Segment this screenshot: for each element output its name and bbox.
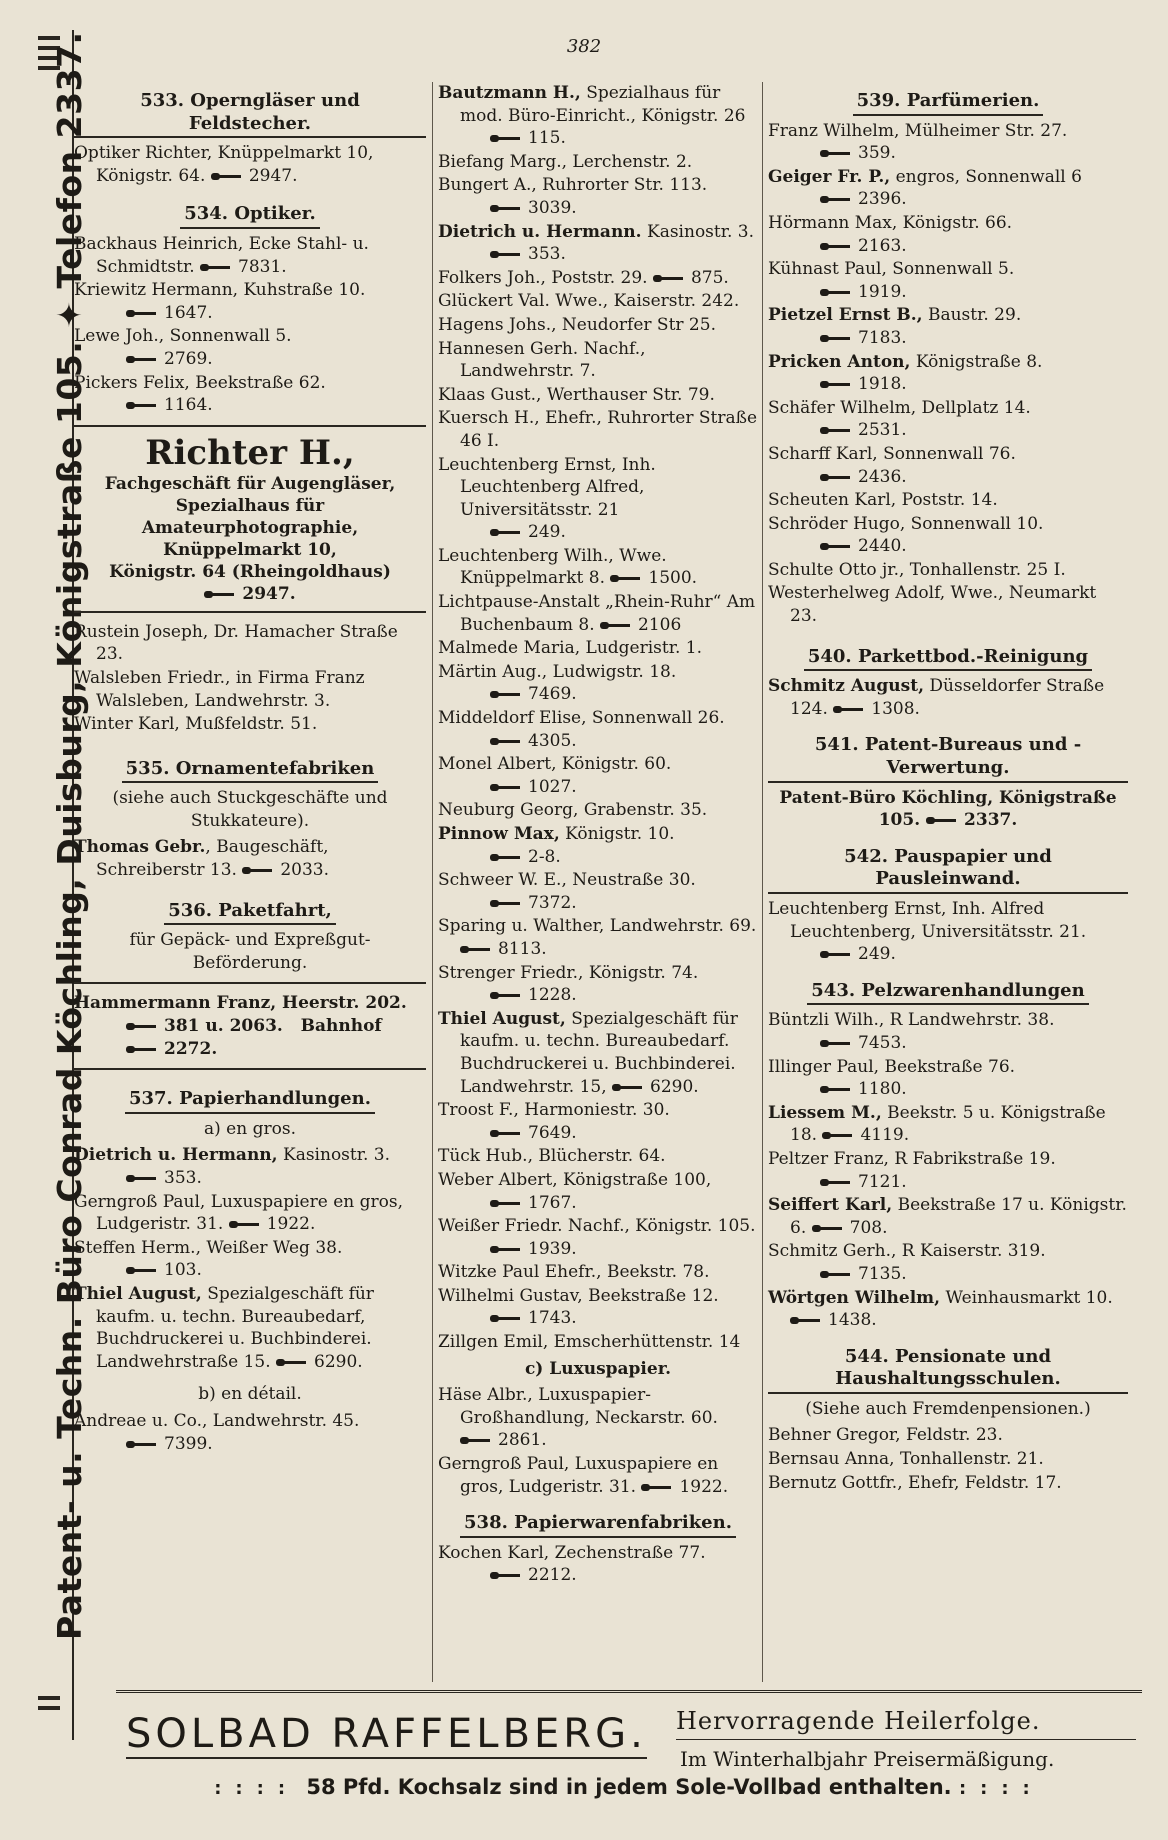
telephone-icon: [822, 1132, 852, 1139]
list-item: Hagens Johs., Neudorfer Str 25.: [438, 314, 716, 335]
sidebar-bar: [38, 1706, 60, 1710]
telephone-icon: [490, 784, 520, 791]
banner-rule: [676, 1739, 1136, 1740]
ad-line: Fachgeschäft für Augengläser,: [104, 473, 396, 494]
list-item: Bernsau Anna, Tonhallenstr. 21.: [768, 1449, 1044, 1470]
list-item: Lewe Joh., Sonnenwall 5. 2769.: [74, 326, 292, 369]
telephone-icon: [820, 474, 850, 481]
list-item: Backhaus Heinrich, Ecke Stahl- u. Schmidtstr. 7831.: [74, 233, 369, 277]
telephone-icon: [820, 951, 850, 958]
telephone-icon: [211, 173, 241, 180]
section-heading-539: 539. Parfümerien.: [768, 90, 1128, 116]
telephone-icon: [833, 706, 863, 713]
list-item: Hannesen Gerh. Nachf., Landwehrstr. 7.: [438, 338, 646, 382]
list-item: Behner Gregor, Feldstr. 23.: [768, 1425, 1003, 1446]
telephone-icon: [126, 356, 156, 363]
list-item: Schulte Otto jr., Tonhallenstr. 25 I.: [768, 559, 1066, 580]
telephone-icon: [820, 427, 850, 434]
section-heading-534: 534. Optiker.: [74, 203, 426, 229]
telephone-icon: [126, 1175, 156, 1182]
column-divider: [762, 82, 763, 1682]
subsection-heading: a) en gros.: [204, 1118, 296, 1139]
list-item: Kriewitz Hermann, Kuhstraße 10. 1647.: [74, 280, 366, 323]
telephone-icon: [820, 335, 850, 342]
telephone-icon: [229, 1221, 259, 1228]
list-item: Gerngroß Paul, Luxuspapiere en gros, Ludgeristr. 31. 1922.: [74, 1191, 403, 1235]
telephone-icon: [126, 1441, 156, 1448]
list-item: Liessem M., Beekstr. 5 u. Königstraße 18. 4119.: [768, 1102, 1106, 1146]
section-heading-544: 544. Pensionate und Haushaltungsschulen.: [768, 1346, 1128, 1394]
telephone-icon: [612, 1084, 642, 1091]
telephone-icon: [126, 1046, 156, 1053]
section-heading-542: 542. Pauspapier und Pausleinwand.: [768, 846, 1128, 894]
telephone-icon: [490, 205, 520, 212]
list-item: Monel Albert, Königstr. 60. 1027.: [438, 754, 672, 797]
list-item: Westerhelweg Adolf, Wwe., Neumarkt 23.: [768, 583, 1097, 627]
telephone-icon: [490, 1315, 520, 1322]
list-item: Thiel August, Spezialgeschäft für kaufm. u. techn. Bureaubedarf. Buchdruckerei u. Buchbinderei. Landwehrstr. 15, 6290.: [438, 1008, 738, 1097]
list-item: Lichtpause-Anstalt „Rhein-Ruhr“ Am Buchenbaum 8. 2106: [438, 592, 756, 635]
column-3: [768, 82, 1128, 1495]
telephone-icon: [820, 543, 850, 550]
list-item: Leuchtenberg Wilh., Wwe. Knüppelmarkt 8. 1500.: [438, 545, 698, 589]
ad-title: Richter H.,: [145, 432, 355, 473]
telephone-icon: [490, 1130, 520, 1137]
list-item: Wilhelmi Gustav, Beekstraße 12. 1743.: [438, 1285, 719, 1329]
telephone-icon: [490, 900, 520, 907]
telephone-icon: [490, 854, 520, 861]
subsection-heading: b) en détail.: [198, 1384, 302, 1405]
banner-dots: ::: [1001, 1778, 1044, 1799]
section-divider: [74, 1068, 426, 1070]
telephone-icon: [820, 1086, 850, 1093]
section-heading-533: 533. Operngläser und Feldstecher.: [74, 90, 426, 138]
list-item: Schäfer Wilhelm, Dellplatz 14. 2531.: [768, 397, 1031, 441]
list-item: Hammermann Franz, Heerstr. 202. 381 u. 2063. Bahnhof 2272.: [74, 993, 407, 1059]
telephone-icon: [490, 992, 520, 999]
telephone-icon: [126, 1267, 156, 1274]
section-heading-535: 535. Ornamentefabriken: [74, 758, 426, 784]
telephone-icon: [490, 738, 520, 745]
list-item: Kühnast Paul, Sonnenwall 5. 1919.: [768, 259, 1015, 302]
list-item: Märtin Aug., Ludwigstr. 18. 7469.: [438, 661, 677, 705]
subsection-heading: c) Luxuspapier.: [524, 1358, 672, 1379]
list-item: Neuburg Georg, Grabenstr. 35.: [438, 800, 708, 821]
telephone-icon: [490, 135, 520, 142]
banner-dots: ::: [214, 1778, 257, 1799]
telephone-icon: [820, 381, 850, 388]
section-note: (siehe auch Stuckgeschäfte und Stukkateure).: [112, 788, 388, 831]
list-item: Schmitz August, Düsseldorfer Straße 124. 1308.: [768, 676, 1105, 719]
solbad-banner: [116, 1690, 1142, 1809]
telephone-icon: [600, 622, 630, 629]
telephone-icon: [490, 529, 520, 536]
banner-slogan: Hervorragende Heilerfolge.: [676, 1707, 1041, 1735]
list-item: Klaas Gust., Werthauser Str. 79.: [438, 384, 715, 405]
list-item: Schmitz Gerh., R Kaiserstr. 319. 7135.: [768, 1241, 1046, 1284]
sidebar-bar: [38, 1696, 60, 1700]
column-divider: [432, 82, 433, 1682]
list-item: Strenger Friedr., Königstr. 74. 1228.: [438, 962, 699, 1006]
list-item: Troost F., Harmoniestr. 30. 7649.: [438, 1100, 670, 1143]
list-item: Illinger Paul, Beekstraße 76. 1180.: [768, 1056, 1016, 1100]
telephone-icon: [812, 1225, 842, 1232]
list-item: Schweer W. E., Neustraße 30. 7372.: [438, 870, 696, 913]
list-item: Peltzer Franz, R Fabrikstraße 19. 7121.: [768, 1148, 1056, 1192]
list-item: Bungert A., Ruhrorter Str. 113. 3039.: [438, 175, 708, 218]
list-item: Dietrich u. Hermann. Kasinostr. 3. 353.: [438, 221, 755, 265]
telephone-icon: [200, 264, 230, 271]
list-item: Witzke Paul Ehefr., Beekstr. 78.: [438, 1262, 710, 1283]
sidebar-vertical-text: Patent- u. Techn. Büro Conrad Köchling, Duisburg, Königstraße 105. ✦ Telefon 2337.: [50, 31, 89, 1640]
section-divider: [74, 982, 426, 984]
list-item: Rustein Joseph, Dr. Hamacher Straße 23.: [74, 621, 398, 665]
telephone-icon: [926, 817, 956, 824]
list-item: Andreae u. Co., Landwehrstr. 45. 7399.: [74, 1410, 360, 1454]
list-item: Glückert Val. Wwe., Kaiserstr. 242.: [438, 291, 740, 312]
list-item: Thomas Gebr., Baugeschäft, Schreiberstr 13. 2033.: [74, 837, 330, 881]
list-item: Middeldorf Elise, Sonnenwall 26. 4305.: [438, 708, 725, 751]
list-item: Folkers Joh., Poststr. 29. 875.: [438, 267, 729, 288]
telephone-icon: [204, 591, 234, 598]
section-note: (Siehe auch Fremdenpensionen.): [805, 1398, 1091, 1419]
telephone-icon: [276, 1359, 306, 1366]
telephone-icon: [820, 1040, 850, 1047]
column-2: [438, 82, 758, 1588]
list-item: Hörmann Max, Königstr. 66. 2163.: [768, 212, 1013, 256]
section-note: für Gepäck- und Expreßgut-Beförderung.: [129, 930, 371, 973]
section-heading-538: 538. Papierwarenfabriken.: [438, 1512, 758, 1538]
banner-offer: Im Winterhalbjahr Preisermäßigung.: [680, 1747, 1055, 1771]
list-item: Büntzli Wilh., R Landwehrstr. 38. 7453.: [768, 1010, 1055, 1053]
telephone-icon: [820, 243, 850, 250]
list-item: Häse Albr., Luxuspapier-Großhandlung, Neckarstr. 60. 2861.: [438, 1385, 718, 1451]
telephone-icon: [490, 1200, 520, 1207]
telephone-icon: [126, 402, 156, 409]
telephone-icon: [490, 251, 520, 258]
banner-dots: ::: [958, 1778, 1002, 1799]
list-item: Seiffert Karl, Beekstraße 17 u. Königstr. 6. 708.: [768, 1195, 1127, 1238]
telephone-icon: [820, 150, 850, 157]
list-item: Thiel August, Spezialgeschäft für kaufm. u. techn. Bureaubedarf, Buchdruckerei u. Buchbinderei. Landwehrstraße 15. 6290.: [74, 1283, 374, 1372]
list-item: Kochen Karl, Zechenstraße 77. 2212.: [438, 1542, 706, 1586]
telephone-icon: [820, 196, 850, 203]
list-item: Bernutz Gottfr., Ehefr, Feldstr. 17.: [768, 1472, 1062, 1493]
list-item: Wörtgen Wilhelm, Weinhausmarkt 10. 1438.: [768, 1287, 1113, 1331]
section-heading-537: 537. Papierhandlungen.: [74, 1088, 426, 1114]
telephone-icon: [820, 1271, 850, 1278]
list-item: Malmede Maria, Ludgeristr. 1.: [438, 638, 703, 659]
telephone-icon: [820, 1179, 850, 1186]
banner-dots: ::: [256, 1778, 300, 1799]
telephone-icon: [460, 1437, 490, 1444]
list-item: Pickers Felix, Beekstraße 62. 1164.: [74, 372, 326, 416]
list-item: Franz Wilhelm, Mülheimer Str. 27. 359.: [768, 120, 1068, 164]
list-item: Pietzel Ernst B., Baustr. 29. 7183.: [768, 305, 1022, 348]
richter-advertisement: [74, 425, 426, 613]
list-item: Patent-Büro Köchling, Königstraße 105. 2337.: [779, 787, 1117, 831]
list-item: Scheuten Karl, Poststr. 14.: [768, 490, 998, 511]
list-item: Optiker Richter, Knüppelmarkt 10, Königstr. 64. 2947.: [74, 143, 374, 186]
telephone-icon: [610, 575, 640, 582]
banner-footer-text: 58 Pfd. Kochsalz sind in jedem Sole-Vollbad enthalten.: [306, 1775, 952, 1799]
telephone-icon: [790, 1317, 820, 1324]
list-item: Zillgen Emil, Emscherhüttenstr. 14: [438, 1332, 741, 1353]
page-number: 382: [566, 36, 602, 57]
list-item: Dietrich u. Hermann, Kasinostr. 3. 353.: [74, 1145, 391, 1188]
telephone-icon: [820, 289, 850, 296]
list-item: Tück Hub., Blücherstr. 64.: [438, 1146, 666, 1167]
list-item: Weißer Friedr. Nachf., Königstr. 105. 1939.: [438, 1216, 756, 1259]
section-heading-541: 541. Patent-Bureaus und -Verwertung.: [768, 734, 1128, 782]
list-item: Walsleben Friedr., in Firma Franz Walsleben, Landwehrstr. 3.: [74, 667, 365, 711]
list-item: Schröder Hugo, Sonnenwall 10. 2440.: [768, 513, 1044, 557]
list-item: Biefang Marg., Lerchenstr. 2.: [438, 151, 693, 172]
list-item: Geiger Fr. P., engros, Sonnenwall 6 2396.: [768, 166, 1082, 210]
section-heading-543: 543. Pelzwarenhandlungen: [768, 980, 1128, 1006]
list-item: Scharff Karl, Sonnenwall 76. 2436.: [768, 443, 1016, 487]
section-heading-536: 536. Paketfahrt,: [74, 900, 426, 926]
list-item: Weber Albert, Königstraße 100, 1767.: [438, 1169, 712, 1213]
telephone-icon: [126, 1023, 156, 1030]
telephone-icon: [242, 867, 272, 874]
list-item: Pinnow Max, Königstr. 10. 2-8.: [438, 824, 675, 867]
banner-title: SOLBAD RAFFELBERG.: [126, 1711, 647, 1757]
telephone-icon: [641, 1484, 671, 1491]
banner-footer: [116, 1775, 1142, 1799]
telephone-icon: [490, 691, 520, 698]
list-item: Winter Karl, Mußfeldstr. 51.: [74, 714, 318, 735]
telephone-icon: [126, 310, 156, 317]
list-item: Sparing u. Walther, Landwehrstr. 69. 8113.: [438, 916, 757, 959]
ad-phone: 2947.: [76, 583, 424, 605]
list-item: Kuersch H., Ehefr., Ruhrorter Straße 46 I.: [438, 408, 758, 451]
list-item: Leuchtenberg Ernst, Inh. Alfred Leuchtenberg, Universitätsstr. 21. 249.: [768, 899, 1087, 965]
column-1: [74, 82, 426, 1456]
section-heading-540: 540. Parkettbod.-Reinigung: [768, 646, 1128, 672]
telephone-icon: [460, 946, 490, 953]
telephone-icon: [653, 275, 683, 282]
list-item: Steffen Herm., Weißer Weg 38. 103.: [74, 1237, 343, 1281]
ad-line: Königstr. 64 (Rheingoldhaus): [109, 561, 391, 582]
telephone-icon: [490, 1246, 520, 1253]
ad-line: Spezialhaus für Amateurphotographie, Knüppelmarkt 10,: [141, 495, 359, 560]
list-item: Gerngroß Paul, Luxuspapiere en gros, Ludgeristr. 31. 1922.: [438, 1454, 729, 1497]
telephone-icon: [490, 1572, 520, 1579]
list-item: Bautzmann H., Spezialhaus für mod. Büro-Einricht., Königstr. 26 115.: [438, 83, 746, 149]
list-item: Pricken Anton, Königstraße 8. 1918.: [768, 351, 1043, 395]
list-item: Leuchtenberg Ernst, Inh. Leuchtenberg Alfred, Universitätsstr. 21 249.: [438, 454, 656, 543]
